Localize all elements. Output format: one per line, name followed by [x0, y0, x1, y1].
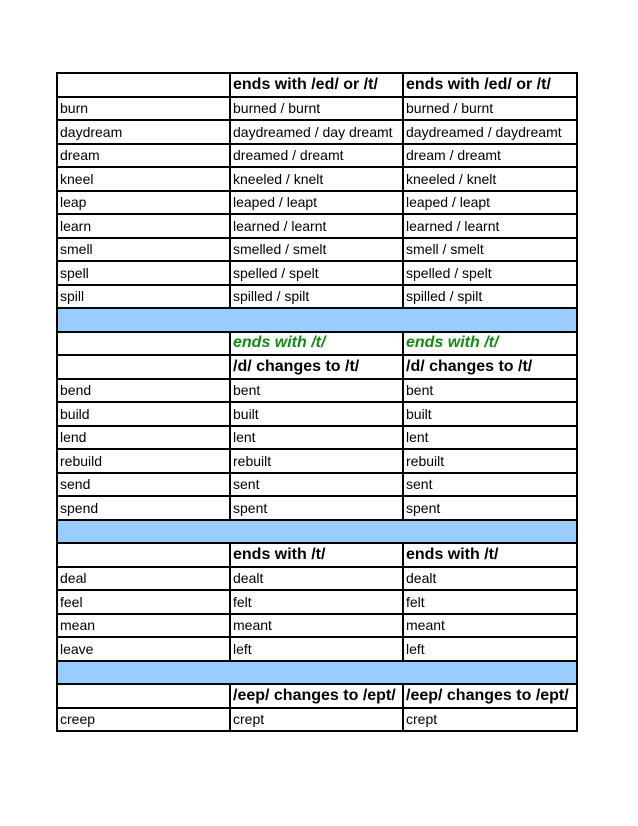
- section-header-row: [57, 684, 577, 708]
- past-participle-cell[interactable]: smell / smelt: [403, 238, 577, 262]
- past-participle-cell[interactable]: leaped / leapt: [403, 191, 577, 215]
- past-participle-cell[interactable]: kneeled / knelt: [403, 167, 577, 191]
- table-row: [57, 285, 577, 309]
- past-participle-cell[interactable]: bent: [403, 379, 577, 403]
- base-verb-cell[interactable]: spend: [57, 496, 230, 520]
- base-verb-cell[interactable]: kneel: [57, 167, 230, 191]
- section-header-row: [57, 73, 577, 97]
- past-participle-cell[interactable]: crept: [403, 708, 577, 732]
- past-participle-cell[interactable]: meant: [403, 614, 577, 638]
- header-cell-participle[interactable]: ends with /ed/ or /t/: [403, 73, 577, 97]
- separator-band: [57, 661, 577, 685]
- table-row: [57, 144, 577, 168]
- past-participle-cell[interactable]: learned / learnt: [403, 214, 577, 238]
- base-verb-cell[interactable]: rebuild: [57, 449, 230, 473]
- verb-forms-table: [56, 72, 578, 732]
- past-tense-cell[interactable]: dreamed / dreamt: [230, 144, 403, 168]
- past-participle-cell[interactable]: daydreamed / daydreamt: [403, 120, 577, 144]
- separator-band: [57, 520, 577, 544]
- table-row: [57, 473, 577, 497]
- table-row: [57, 214, 577, 238]
- table-row: [57, 590, 577, 614]
- table-row: [57, 567, 577, 591]
- section-header-row: [57, 355, 577, 379]
- past-tense-cell[interactable]: spent: [230, 496, 403, 520]
- header-cell-participle[interactable]: ends with /t/: [403, 332, 577, 356]
- base-verb-cell[interactable]: burn: [57, 97, 230, 121]
- table-row: [57, 449, 577, 473]
- table-row: [57, 167, 577, 191]
- past-participle-cell[interactable]: built: [403, 402, 577, 426]
- base-verb-cell[interactable]: lend: [57, 426, 230, 450]
- base-verb-cell[interactable]: build: [57, 402, 230, 426]
- past-tense-cell[interactable]: left: [230, 637, 403, 661]
- base-verb-cell[interactable]: smell: [57, 238, 230, 262]
- past-participle-cell[interactable]: lent: [403, 426, 577, 450]
- header-cell-participle[interactable]: /d/ changes to /t/: [403, 355, 577, 379]
- header-cell-past[interactable]: /d/ changes to /t/: [230, 355, 403, 379]
- table-body: [57, 73, 577, 731]
- past-tense-cell[interactable]: meant: [230, 614, 403, 638]
- table-row: [57, 402, 577, 426]
- header-cell-verb[interactable]: [57, 684, 230, 708]
- base-verb-cell[interactable]: send: [57, 473, 230, 497]
- past-participle-cell[interactable]: rebuilt: [403, 449, 577, 473]
- separator-band: [57, 308, 577, 332]
- header-cell-verb[interactable]: [57, 355, 230, 379]
- separator-band-cell: [57, 520, 577, 544]
- past-tense-cell[interactable]: learned / learnt: [230, 214, 403, 238]
- header-cell-verb[interactable]: [57, 543, 230, 567]
- past-tense-cell[interactable]: daydreamed / day dreamt: [230, 120, 403, 144]
- past-tense-cell[interactable]: rebuilt: [230, 449, 403, 473]
- header-cell-past[interactable]: ends with /t/: [230, 332, 403, 356]
- base-verb-cell[interactable]: creep: [57, 708, 230, 732]
- header-cell-past[interactable]: /eep/ changes to /ept/: [230, 684, 403, 708]
- past-tense-cell[interactable]: dealt: [230, 567, 403, 591]
- header-cell-past[interactable]: ends with /ed/ or /t/: [230, 73, 403, 97]
- past-tense-cell[interactable]: kneeled / knelt: [230, 167, 403, 191]
- section-header-row: [57, 332, 577, 356]
- past-tense-cell[interactable]: felt: [230, 590, 403, 614]
- past-tense-cell[interactable]: spelled / spelt: [230, 261, 403, 285]
- past-participle-cell[interactable]: burned / burnt: [403, 97, 577, 121]
- past-tense-cell[interactable]: smelled / smelt: [230, 238, 403, 262]
- base-verb-cell[interactable]: leap: [57, 191, 230, 215]
- table-row: [57, 261, 577, 285]
- table-row: [57, 379, 577, 403]
- base-verb-cell[interactable]: leave: [57, 637, 230, 661]
- header-cell-verb[interactable]: [57, 332, 230, 356]
- header-cell-participle[interactable]: /eep/ changes to /ept/: [403, 684, 577, 708]
- table-row: [57, 496, 577, 520]
- table-row: [57, 238, 577, 262]
- past-participle-cell[interactable]: spelled / spelt: [403, 261, 577, 285]
- base-verb-cell[interactable]: mean: [57, 614, 230, 638]
- past-participle-cell[interactable]: dealt: [403, 567, 577, 591]
- past-tense-cell[interactable]: bent: [230, 379, 403, 403]
- separator-band-cell: [57, 308, 577, 332]
- base-verb-cell[interactable]: learn: [57, 214, 230, 238]
- base-verb-cell[interactable]: daydream: [57, 120, 230, 144]
- past-participle-cell[interactable]: felt: [403, 590, 577, 614]
- header-cell-verb[interactable]: [57, 73, 230, 97]
- section-header-row: [57, 543, 577, 567]
- table-row: [57, 97, 577, 121]
- base-verb-cell[interactable]: bend: [57, 379, 230, 403]
- past-tense-cell[interactable]: burned / burnt: [230, 97, 403, 121]
- base-verb-cell[interactable]: deal: [57, 567, 230, 591]
- past-participle-cell[interactable]: left: [403, 637, 577, 661]
- header-cell-past[interactable]: ends with /t/: [230, 543, 403, 567]
- past-tense-cell[interactable]: lent: [230, 426, 403, 450]
- past-participle-cell[interactable]: spent: [403, 496, 577, 520]
- header-cell-participle[interactable]: ends with /t/: [403, 543, 577, 567]
- past-tense-cell[interactable]: leaped / leapt: [230, 191, 403, 215]
- base-verb-cell[interactable]: feel: [57, 590, 230, 614]
- table-row: [57, 191, 577, 215]
- base-verb-cell[interactable]: dream: [57, 144, 230, 168]
- table-row: [57, 614, 577, 638]
- base-verb-cell[interactable]: spell: [57, 261, 230, 285]
- table-row: [57, 120, 577, 144]
- table-row: [57, 708, 577, 732]
- past-tense-cell[interactable]: sent: [230, 473, 403, 497]
- past-participle-cell[interactable]: sent: [403, 473, 577, 497]
- past-participle-cell[interactable]: dream / dreamt: [403, 144, 577, 168]
- separator-band-cell: [57, 661, 577, 685]
- past-tense-cell[interactable]: crept: [230, 708, 403, 732]
- past-tense-cell[interactable]: spilled / spilt: [230, 285, 403, 309]
- table-row: [57, 426, 577, 450]
- past-participle-cell[interactable]: spilled / spilt: [403, 285, 577, 309]
- base-verb-cell[interactable]: spill: [57, 285, 230, 309]
- past-tense-cell[interactable]: built: [230, 402, 403, 426]
- table-row: [57, 637, 577, 661]
